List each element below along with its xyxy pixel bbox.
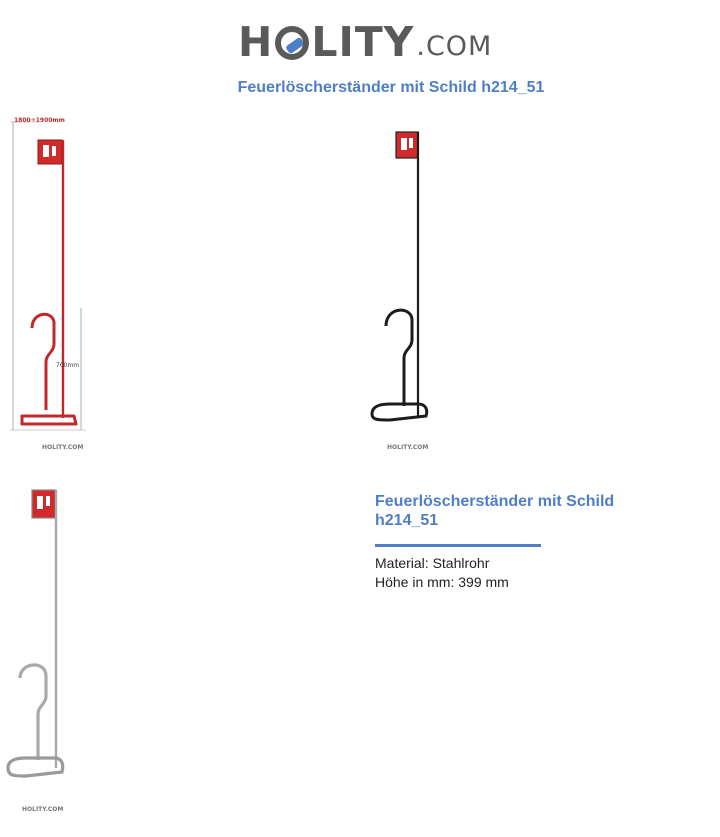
logo-text-left: H: [238, 18, 274, 66]
dimension-bottom-label: 700mm: [56, 362, 80, 369]
logo-o-mark-icon: [275, 26, 309, 60]
title-divider: [375, 544, 541, 547]
product-title: Feuerlöscherständer mit Schild h214_51: [375, 493, 615, 529]
logo-text-right: LITY: [311, 18, 415, 66]
image-watermark: HOLITY.COM: [387, 444, 429, 451]
product-image-chrome[interactable]: [4, 486, 74, 813]
product-image-red[interactable]: [8, 116, 98, 451]
image-watermark: HOLITY.COM: [22, 806, 64, 813]
spec-material: Material: Stahlrohr: [375, 555, 490, 571]
product-info: [375, 492, 645, 592]
holity-logo[interactable]: [238, 14, 492, 64]
dimension-top-label: 1800÷1900mm: [14, 117, 65, 124]
logo-suffix: .COM: [416, 31, 493, 62]
page-title: Feuerlöscherständer mit Schild h214_51: [237, 79, 545, 96]
spec-height: Höhe in mm: 399 mm: [375, 574, 509, 590]
spec-list: [375, 554, 645, 592]
product-image-black[interactable]: [360, 126, 440, 451]
image-watermark: HOLITY.COM: [42, 444, 84, 451]
